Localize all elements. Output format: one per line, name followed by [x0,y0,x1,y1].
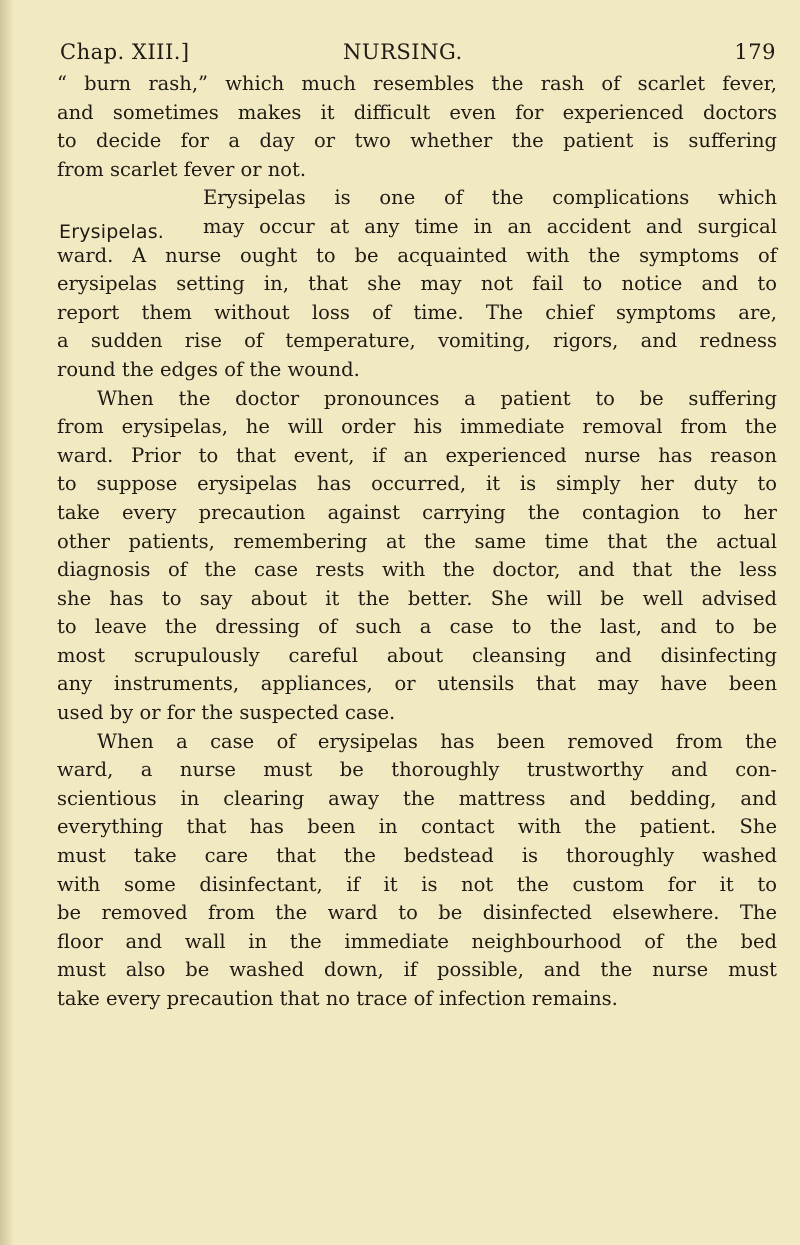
text-line: erysipelas setting in, that she may not fail to notice and to [57,272,777,296]
body-text [57,70,777,1014]
text-line: ward. Prior to that event, if an experienced nurse has reason [57,443,777,467]
binding-shadow [0,0,14,1245]
text-line: take every precaution against carrying the contagion to her [57,500,777,524]
text-line: must take care that the bedstead is thoroughly washed [57,844,777,868]
text-line: may occur at any time in an accident and surgical [203,214,777,238]
text-line: When the doctor pronounces a patient to be suffering [97,386,777,410]
text-line: diagnosis of the case rests with the doctor, and that the less [57,558,777,582]
text-line: “ burn rash,” which much resembles the rash of scarlet fever, [57,72,777,95]
text-line: most scrupulously careful about cleansing and disinfecting [57,643,777,667]
text-line: a sudden rise of temperature, vomiting, rigors, and redness [57,329,777,353]
text-line: floor and wall in the immediate neighbourhood of the bed [57,929,777,953]
text-line: take every precaution that no trace of infection remains. [57,987,618,1010]
text-line: report them without loss of time. The chief symptoms are, [57,300,777,324]
text-line: scientious in clearing away the mattress and bedding, and [57,786,777,810]
text-line: ward, a nurse must be thoroughly trustworthy and con- [57,758,777,782]
running-title: NURSING. [343,40,463,64]
text-line: and sometimes makes it difficult even for experienced doctors [57,100,777,124]
text-line: ward. A nurse ought to be acquainted with the symptoms of [57,243,777,267]
chapter-heading: Chap. XIII.] [60,40,190,64]
text-line: Erysipelas is one of the complications which [203,186,777,210]
running-head [60,40,776,70]
text-line: any instruments, appliances, or utensils that may have been [57,672,777,696]
margin-sidenote: Erysipelas. [59,221,165,243]
page-number: 179 [734,40,776,64]
text-line: from scarlet fever or not. [57,157,307,181]
text-line: must also be washed down, if possible, and the nurse must [57,958,777,982]
text-line: to leave the dressing of such a case to the last, and to be [57,615,777,639]
text-line: to suppose erysipelas has occurred, it is simply her duty to [57,472,777,496]
text-line: other patients, remembering at the same time that the actual [57,529,777,553]
text-line: from erysipelas, he will order his immediate removal from the [57,415,777,439]
text-line: When a case of erysipelas has been removed from the [97,729,777,753]
text-line: everything that has been in contact with the patient. She [57,815,777,839]
text-line: to decide for a day or two whether the patient is suffering [57,129,777,153]
text-line: used by or for the suspected case. [57,701,396,725]
text-line: with some disinfectant, if it is not the custom for it to [57,872,777,896]
text-line: be removed from the ward to be disinfected elsewhere. The [57,901,777,925]
text-line: she has to say about it the better. She will be well advised [57,586,777,610]
text-line: round the edges of the wound. [57,357,360,381]
